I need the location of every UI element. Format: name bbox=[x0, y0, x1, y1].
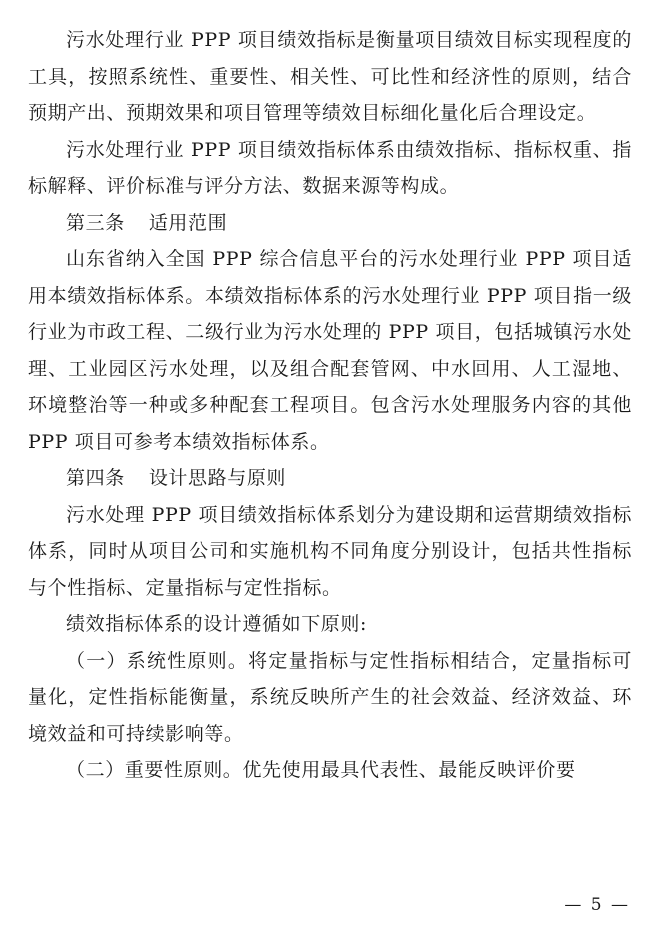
article-3-number: 第三条 bbox=[66, 211, 125, 234]
paragraph-scope: 山东省纳入全国 PPP 综合信息平台的污水处理行业 PPP 项目适用本绩效指标体系。本绩效指标体系的污水处理行业 PPP 项目指一级行业为市政工程、二级行业为污水处理的 PPP 项目，包括城镇污水处理、工业园区污水处理，以及组合配套管网、中水回用、人工湿地、环境整治等一种或多种配套工程项目。包含污水处理服务内容的其他 PPP 项目可参考本绩效指标体系。 bbox=[28, 248, 632, 453]
article-3-heading bbox=[28, 205, 632, 242]
paragraph-principle-systematic: （一）系统性原则。将定量指标与定性指标相结合，定量指标可量化，定性指标能衡量，系统反映所产生的社会效益、经济效益、环境效益和可持续影响等。 bbox=[28, 649, 632, 745]
paragraph-principles-intro: 绩效指标体系的设计遵循如下原则: bbox=[66, 613, 368, 635]
page-number: — 5 — bbox=[564, 895, 630, 915]
paragraph-principle-importance: （二）重要性原则。优先使用最具代表性、最能反映评价要 bbox=[66, 759, 576, 781]
article-4-heading bbox=[28, 460, 632, 497]
paragraph-performance-indicator-definition: 污水处理行业 PPP 项目绩效指标是衡量项目绩效目标实现程度的工具，按照系统性、重要性、相关性、可比性和经济性的原则，结合预期产出、预期效果和项目管理等绩效目标细化量化后合理设定。 bbox=[28, 29, 632, 124]
document-body bbox=[28, 22, 632, 789]
article-4-number: 第四条 bbox=[66, 467, 125, 489]
paragraph-design-approach: 污水处理 PPP 项目绩效指标体系划分为建设期和运营期绩效指标体系，同时从项目公司和实施机构不同角度分别设计，包括共性指标与个性指标、定量指标与定性指标。 bbox=[28, 503, 632, 599]
article-3-title: 适用范围 bbox=[148, 211, 228, 234]
article-4-title: 设计思路与原则 bbox=[148, 467, 287, 489]
paragraph-indicator-system-composition: 污水处理行业 PPP 项目绩效指标体系由绩效指标、指标权重、指标解释、评价标准与评分方法、数据来源等构成。 bbox=[28, 138, 632, 197]
